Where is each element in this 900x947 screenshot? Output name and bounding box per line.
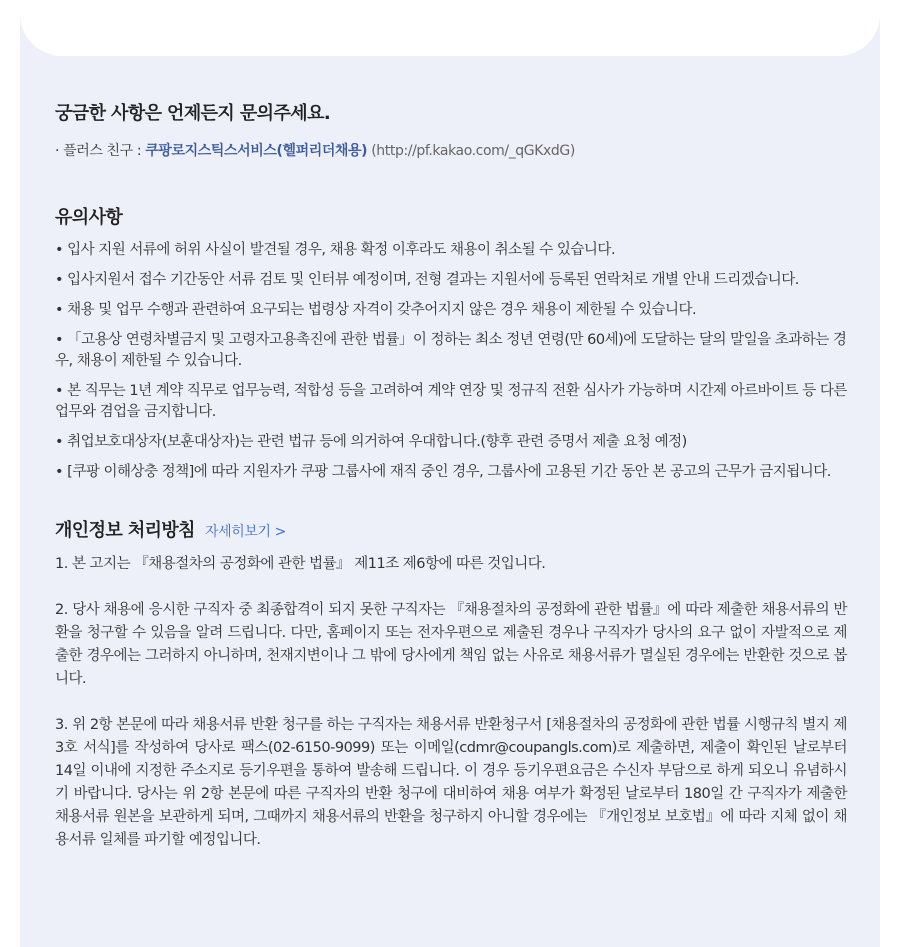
- top-card: [20, 0, 880, 56]
- notice-item: • 취업보호대상자(보훈대상자)는 관련 법규 등에 의거하여 우대합니다.(향후 관련 증명서 제출 요청 예정): [55, 434, 687, 450]
- contact-prefix: · 플러스 친구 :: [55, 143, 146, 159]
- plus-friend-name[interactable]: 쿠팡로지스틱스서비스(헬퍼리더채용): [145, 143, 368, 159]
- privacy-paragraph-2: 2. 당사 채용에 응시한 구직자 중 최종합격이 되지 못한 구직자는 『채용절차의 공정화에 관한 법률』에 따라 제출한 채용서류의 반환을 청구할 수 있음을 알려 드립니다. 다만, 홈페이지 또는 전자우편으로 제출된 경우나 구직자가 당사의 요구 없이 자발적으로 제출한 경우에는 그러하지 아니하며, 천재지변이나 그 밖에 당사에게 책임 없는 사유로 채용서류가 멸실된 경우에는 반환한 것으로 봅니다.: [55, 602, 847, 687]
- notice-item: • [쿠팡 이해상충 정책]에 따라 지원자가 쿠팡 그룹사에 재직 중인 경우, 그룹사에 고용된 기간 동안 본 공고의 근무가 금지됩니다.: [55, 464, 831, 480]
- inquiry-title: 궁금한 사항은 언제든지 문의주세요.: [55, 103, 331, 124]
- notice-item: • 「고용상 연령차별금지 및 고령자고용촉진에 관한 법률」이 정하는 최소 정년 연령(만 60세)에 도달하는 달의 말일을 초과하는 경우, 채용이 제한될 수 있습니다.: [55, 332, 847, 369]
- job-posting-footer: [55, 100, 847, 852]
- privacy-paragraph-1: 1. 본 고지는 『채용절차의 공정화에 관한 법률』 제11조 제6항에 따른 것입니다.: [55, 556, 546, 572]
- plus-friend-contact: [55, 140, 847, 162]
- notice-title: 유의사항: [55, 207, 123, 228]
- plus-friend-url[interactable]: (http://pf.kakao.com/_qGKxdG): [367, 143, 575, 159]
- privacy-title: 개인정보 처리방침: [55, 520, 195, 541]
- notice-item: • 채용 및 업무 수행과 관련하여 요구되는 법령상 자격이 갖추어지지 않은 경우 채용이 제한될 수 있습니다.: [55, 302, 697, 318]
- privacy-header: [55, 517, 847, 545]
- privacy-paragraph-3: 3. 위 2항 본문에 따라 채용서류 반환 청구를 하는 구직자는 채용서류 반환청구서 [채용절차의 공정화에 관한 법률 시행규칙 별지 제3호 서식]를 작성하여 당사로 팩스(02-6150-9099) 또는 이메일(cdmr@coupangls.com)로 제출하면, 제출이 확인된 날로부터 14일 이내에 지정한 주소지로 등기우편을 통하여 발송해 드립니다. 이 경우 등기우편요금은 수신자 부담으로 하게 되오니 유념하시기 바랍니다. 당사는 위 2항 본문에 따른 구직자의 반환 청구에 대비하여 채용 여부가 확정된 날로부터 180일 간 구직자가 제출한 채용서류 원본을 보관하게 되며, 그때까지 채용서류의 반환을 청구하지 아니할 경우에는 『개인정보 보호법』에 따라 지체 없이 채용서류 일체를 파기할 예정입니다.: [55, 717, 847, 848]
- notice-item: • 입사지원서 접수 기간동안 서류 검토 및 인터뷰 예정이며, 전형 결과는 지원서에 등록된 연락처로 개별 안내 드리겠습니다.: [55, 272, 799, 288]
- notice-item: • 입사 지원 서류에 허위 사실이 발견될 경우, 채용 확정 이후라도 채용이 취소될 수 있습니다.: [55, 242, 616, 258]
- notice-list: [55, 240, 847, 483]
- notice-item: • 본 직무는 1년 계약 직무로 업무능력, 적합성 등을 고려하여 계약 연장 및 정규직 전환 심사가 가능하며 시간제 아르바이트 등 다른 업무와 겸업을 금지합니다.: [55, 383, 847, 420]
- privacy-detail-link[interactable]: 자세히보기 >: [204, 524, 286, 540]
